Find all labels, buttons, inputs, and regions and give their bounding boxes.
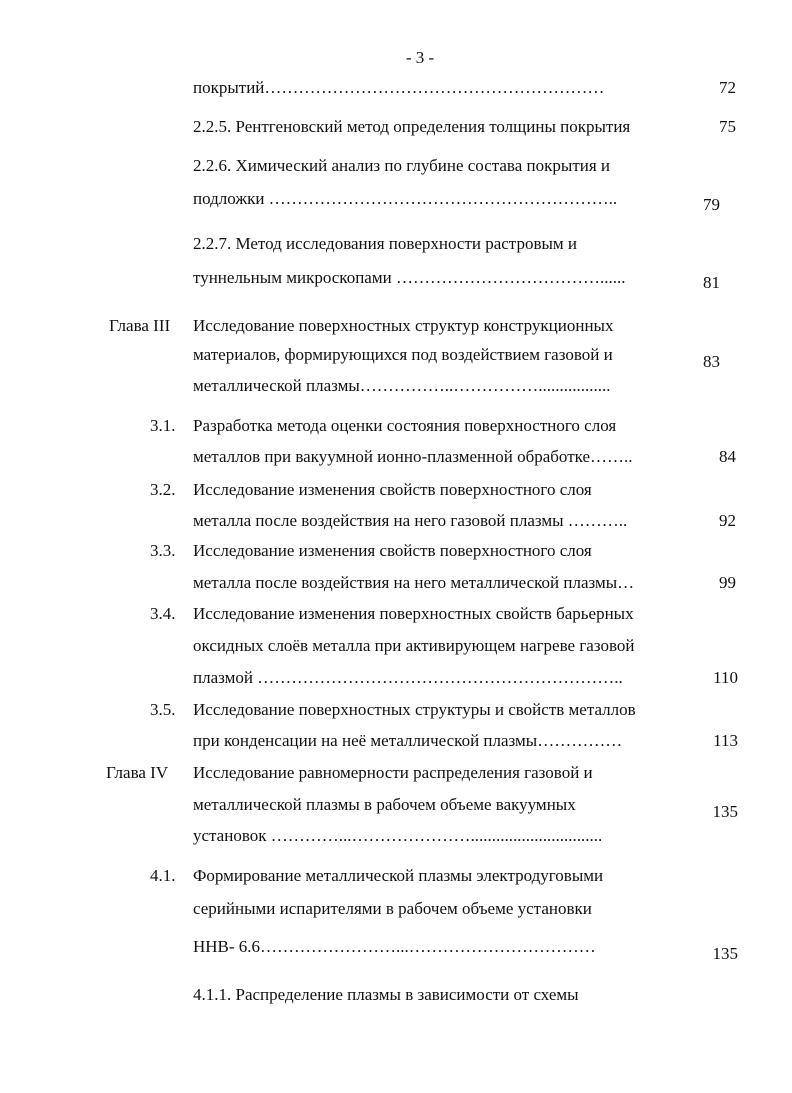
toc-entry-text: 2.2.6. Химический анализ по глубине состава покрытия и xyxy=(193,156,611,175)
toc-entry-text: Исследование изменения поверхностных свойств барьерных xyxy=(193,604,634,623)
toc-entry-text: материалов, формирующихся под воздействием газовой и xyxy=(193,345,613,364)
toc-entry-text: Исследование поверхностных структуры и свойств металлов xyxy=(193,700,636,719)
toc-entry-label: Глава III xyxy=(109,316,171,335)
toc-entry-text: 2.2.7. Метод исследования поверхности растровым и xyxy=(193,234,578,253)
toc-entry-page: 110 xyxy=(713,668,738,687)
toc-entry-text: Исследование равномерности распределения газовой и xyxy=(193,763,593,782)
toc-entry-text: покрытий…………………………………………………… xyxy=(193,78,605,97)
toc-entry-text: подложки …………………………………………………….. xyxy=(193,189,618,208)
toc-entry-text: ННВ- 6.6……………………...…………………………… xyxy=(193,937,596,956)
toc-entry-text: Исследование изменения свойств поверхностного слоя xyxy=(193,541,592,560)
toc-entry-page: 113 xyxy=(713,731,738,750)
toc-entry-text: оксидных слоёв металла при активирующем нагреве газовой xyxy=(193,636,635,655)
toc-entry-text: плазмой ……………………………………………………….. xyxy=(193,668,623,687)
toc-entry-label: 3.3. xyxy=(150,541,176,560)
toc-entry-label: 3.1. xyxy=(150,416,176,435)
toc-entry-text: 2.2.5. Рентгеновский метод определения толщины покрытия xyxy=(193,117,631,136)
page-number: - 3 - xyxy=(405,48,435,67)
toc-entry-text: Разработка метода оценки состояния поверхностного слоя xyxy=(193,416,617,435)
toc-entry-label: 3.4. xyxy=(150,604,176,623)
toc-entry-text: Формирование металлической плазмы электродуговыми xyxy=(193,866,604,885)
toc-entry-text: металлической плазмы в рабочем объеме вакуумных xyxy=(193,795,576,814)
toc-entry-text: металла после воздействия на него газовой плазмы ……….. xyxy=(193,511,628,530)
toc-entry-text: Исследование поверхностных структур конструкционных xyxy=(193,316,614,335)
toc-entry-page: 135 xyxy=(712,944,738,963)
toc-entry-label: 4.1. xyxy=(150,866,176,885)
toc-entry-label: 3.5. xyxy=(150,700,176,719)
toc-entry-page: 75 xyxy=(719,117,736,136)
toc-entry-label: Глава IV xyxy=(106,763,169,782)
toc-entry-page: 84 xyxy=(719,447,736,466)
toc-entry-text: установок …………...…………………............................... xyxy=(193,826,603,845)
toc-entry-text: металлической плазмы……………..……………................. xyxy=(193,376,611,395)
toc-entry-text: металлов при вакуумной ионно-плазменной обработке…….. xyxy=(193,447,633,466)
toc-entry-text: 4.1.1. Распределение плазмы в зависимости от схемы xyxy=(193,985,579,1004)
toc-entry-page: 83 xyxy=(703,352,720,371)
toc-entry-page: 81 xyxy=(703,273,720,292)
toc-entry-text: при конденсации на неё металлической плазмы…………… xyxy=(193,731,623,750)
toc-entry-text: Исследование изменения свойств поверхностного слоя xyxy=(193,480,592,499)
toc-entry-page: 79 xyxy=(703,195,720,214)
toc-entry-text: туннельным микроскопами ………………………………...... xyxy=(193,268,626,287)
toc-entry-text: серийными испарителями в рабочем объеме установки xyxy=(193,899,592,918)
toc-entry-page: 92 xyxy=(719,511,736,530)
toc-entry-label: 3.2. xyxy=(150,480,176,499)
toc-entry-page: 135 xyxy=(712,802,738,821)
toc-entry-page: 72 xyxy=(719,78,736,97)
toc-entry-text: металла после воздействия на него металлической плазмы… xyxy=(193,573,635,592)
toc-entry-page: 99 xyxy=(719,573,736,592)
